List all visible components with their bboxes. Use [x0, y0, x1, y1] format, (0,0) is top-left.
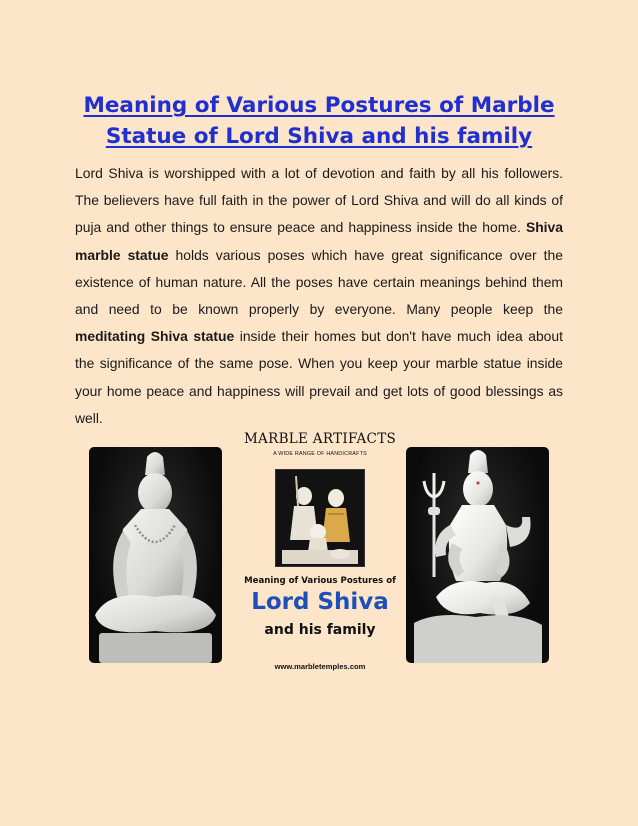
poster-heading-line: Meaning of Various Postures of [244, 576, 396, 586]
paragraph-text-1: Lord Shiva is worshipped with a lot of devotion and faith by all his followers. The believers have full faith in the power of Lord Shiva and will do all kinds of puja and other things to ensure peace and happiness inside the home. [75, 165, 563, 236]
bold-phrase-shiva-marble-statue: Shiva marble statue [75, 219, 563, 263]
paragraph-text-2: holds various poses which have great significance over the existence of human nature. All the poses have certain meanings behind them and need to be known properly by everyone. Many people keep the [75, 246, 563, 318]
shiva-family-inset-photo [275, 469, 365, 567]
poster-graphic [236, 425, 404, 679]
seated-shiva-trident-photo [406, 447, 549, 663]
poster-family-text: and his family [264, 622, 376, 638]
document-title-link[interactable]: Meaning of Various Postures of Marble Statue of Lord Shiva and his family [83, 93, 555, 149]
body-paragraph [75, 160, 563, 432]
poster-tagline: A WIDE RANGE OF HANDICRAFTS [273, 451, 367, 457]
meditating-shiva-photo [89, 447, 222, 663]
poster-brand-logo: MARBLE ARTIFACTS [243, 431, 397, 447]
bold-phrase-meditating-shiva-statue: meditating Shiva statue [75, 328, 235, 345]
paragraph-text-3: inside their homes but don't have much idea about the significance of the same pose. When you keep your marble statue inside your home peace and happiness will prevail and get lots of good blessings as well. [75, 328, 563, 426]
poster-website-url: www.marbletemples.com [274, 662, 366, 671]
poster-lord-shiva-text: Lord Shiva [251, 589, 389, 615]
